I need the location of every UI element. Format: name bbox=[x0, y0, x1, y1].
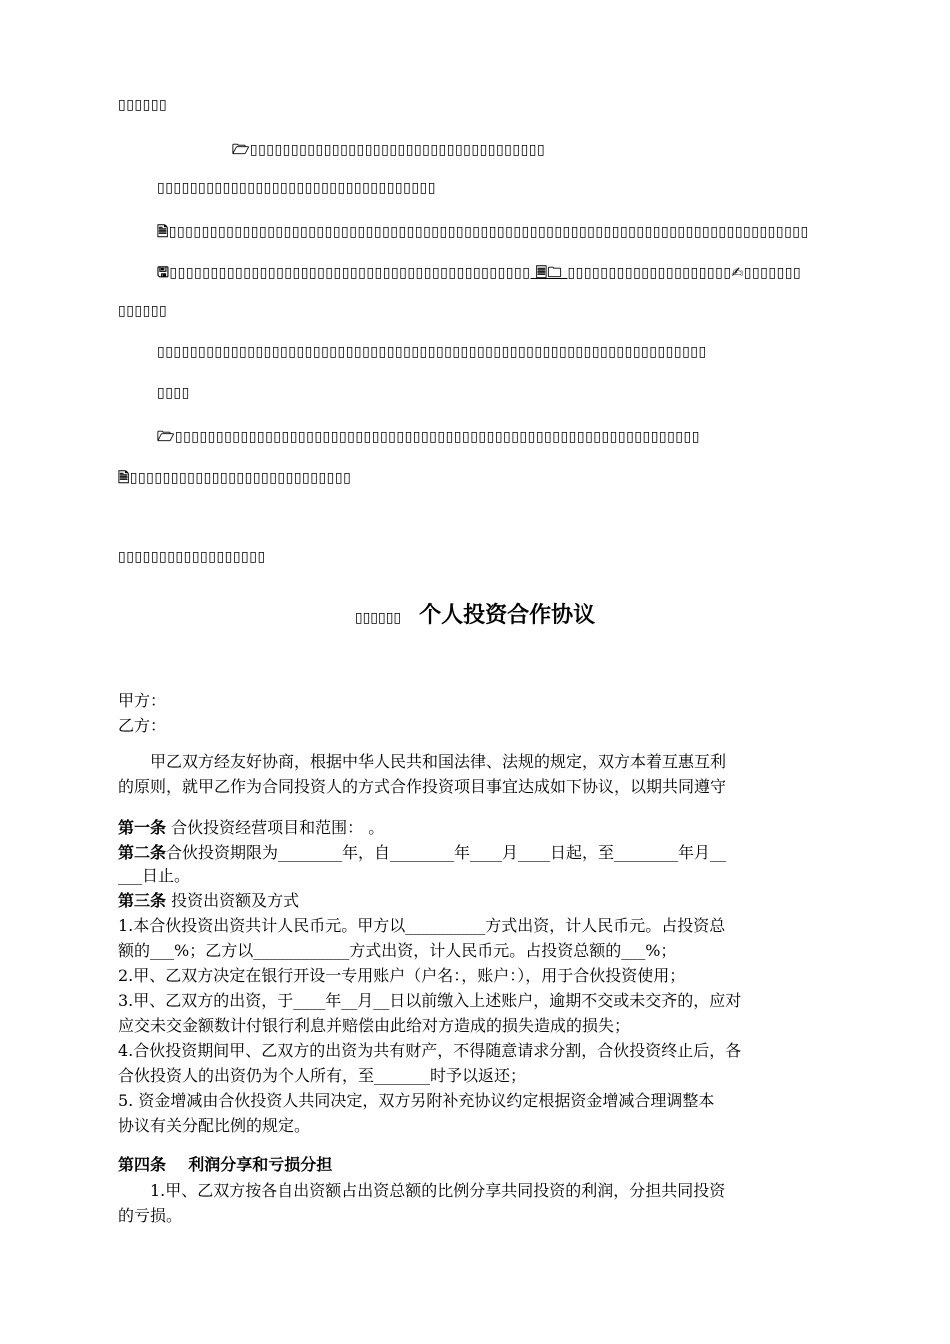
garbled-line-1: ▯▯▯▯▯▯ bbox=[118, 97, 168, 113]
article-3-item-5a: 5. 资金增减由合伙投资人共同决定，双方另附补充协议约定根据资金增减合理调整本 bbox=[118, 1091, 715, 1110]
document-title bbox=[0, 598, 950, 629]
garbled-line-5a: 🖫▯▯▯▯▯▯▯▯▯▯▯▯▯▯▯▯▯▯▯▯▯▯▯▯▯▯▯▯▯▯▯▯▯▯▯▯▯▯▯▯▯▯▯▯ bbox=[157, 265, 531, 281]
garbled-line-3: ▯▯▯▯▯▯▯▯▯▯▯▯▯▯▯▯▯▯▯▯▯▯▯▯▯▯▯▯▯▯▯▯▯▯ bbox=[157, 180, 436, 196]
garbled-line-5b: 🗏🗀 bbox=[530, 265, 568, 281]
article-2-label: 第二条 bbox=[118, 843, 167, 862]
article-3-item-1a: 1.本合伙投资出资共计人民币元。甲方以__________方式出资，计人民币元。占投资总 bbox=[118, 916, 726, 935]
article-3-item-4a: 4.合伙投资期间甲、乙双方的出资为共有财产，不得随意请求分割，合伙投资终止后，各 bbox=[118, 1041, 742, 1060]
article-3 bbox=[118, 891, 299, 911]
article-4-item-1b: 的亏损。 bbox=[118, 1206, 183, 1225]
article-3-item-4b: 合伙投资人的出资仍为个人所有，至_______时予以返还； bbox=[118, 1066, 527, 1085]
article-2 bbox=[118, 843, 726, 863]
garbled-line-2: 🗁▯▯▯▯▯▯▯▯▯▯▯▯▯▯▯▯▯▯▯▯▯▯▯▯▯▯▯▯▯▯▯▯▯▯▯▯ bbox=[232, 142, 546, 158]
article-1-text: 合伙投资经营项目和范围： 。 bbox=[166, 818, 385, 837]
article-3-item-2: 2.甲、乙双方决定在银行开设一专用账户（户名：，账户：），用于合伙投资使用； bbox=[118, 966, 686, 985]
garbled-line-9: 🗁▯▯▯▯▯▯▯▯▯▯▯▯▯▯▯▯▯▯▯▯▯▯▯▯▯▯▯▯▯▯▯▯▯▯▯▯▯▯▯▯▯▯▯▯▯▯▯▯▯▯▯▯▯▯▯▯▯▯▯▯▯▯▯▯ bbox=[157, 429, 700, 445]
garbled-line-10: 🗎▯▯▯▯▯▯▯▯▯▯▯▯▯▯▯▯▯▯▯▯▯▯▯▯▯▯▯ bbox=[118, 470, 352, 486]
garbled-line-6: ▯▯▯▯▯▯ bbox=[118, 303, 168, 319]
garbled-line-8: ▯▯▯▯ bbox=[157, 385, 190, 401]
preamble-line-2: 的原则，就甲乙作为合同投资人的方式合作投资项目事宜达成如下协议，以期共同遵守 bbox=[118, 777, 727, 796]
title-text: 个人投资合作协议 bbox=[419, 603, 596, 628]
party-a: 甲方： bbox=[118, 691, 167, 710]
garbled-line-11: ▯▯▯▯▯▯▯▯▯▯▯▯▯▯▯▯▯▯ bbox=[118, 549, 266, 565]
article-2-text: 合伙投资期限为________年，自________年____月____日起，至________年月__ bbox=[166, 843, 727, 862]
title-prefix: ▯▯▯▯▯▯ bbox=[354, 610, 402, 626]
article-3-item-3a: 3.甲、乙双方的出资，于____年__月__日以前缴入上述账户，逾期不交或未交齐的，应对 bbox=[118, 991, 742, 1010]
article-4-heading: 第四条 利润分享和亏损分担 bbox=[118, 1155, 333, 1174]
article-1 bbox=[118, 818, 384, 838]
article-3-text: 投资出资额及方式 bbox=[166, 891, 300, 910]
article-1-label: 第一条 bbox=[118, 818, 167, 837]
garbled-line-5 bbox=[157, 262, 801, 286]
article-3-item-3b: 应交未交金额数计付银行利息并赔偿由此给对方造成的损失造成的损失； bbox=[118, 1016, 631, 1035]
garbled-line-5c: ▯▯▯▯▯▯▯▯▯▯▯▯▯▯▯▯▯▯▯▯✍▯▯▯▯▯▯▯ bbox=[567, 265, 802, 281]
article-3-item-5b: 协议有关分配比例的规定。 bbox=[118, 1116, 311, 1135]
garbled-line-4: 🗎▯▯▯▯▯▯▯▯▯▯▯▯▯▯▯▯▯▯▯▯▯▯▯▯▯▯▯▯▯▯▯▯▯▯▯▯▯▯▯▯▯▯▯▯▯▯▯▯▯▯▯▯▯▯▯▯▯▯▯▯▯▯▯▯▯▯▯▯▯▯▯▯▯▯▯▯▯▯ bbox=[157, 224, 809, 240]
article-3-label: 第三条 bbox=[118, 891, 167, 910]
article-4-item-1a: 1.甲、乙双方按各自出资额占出资总额的比例分享共同投资的利润，分担共同投资 bbox=[150, 1181, 726, 1200]
party-b: 乙方： bbox=[118, 716, 167, 735]
garbled-line-7: ▯▯▯▯▯▯▯▯▯▯▯▯▯▯▯▯▯▯▯▯▯▯▯▯▯▯▯▯▯▯▯▯▯▯▯▯▯▯▯▯▯▯▯▯▯▯▯▯▯▯▯▯▯▯▯▯▯▯▯▯▯▯▯▯▯▯▯ bbox=[157, 344, 707, 360]
preamble-line-1: 甲乙双方经友好协商，根据中华人民共和国法律、法规的规定，双方本着互惠互利 bbox=[150, 752, 727, 771]
article-3-item-1b: 额的___%；乙方以____________方式出资，计人民币元。占投资总额的___%； bbox=[118, 941, 677, 960]
article-2-cont: ___日止。 bbox=[118, 866, 191, 885]
